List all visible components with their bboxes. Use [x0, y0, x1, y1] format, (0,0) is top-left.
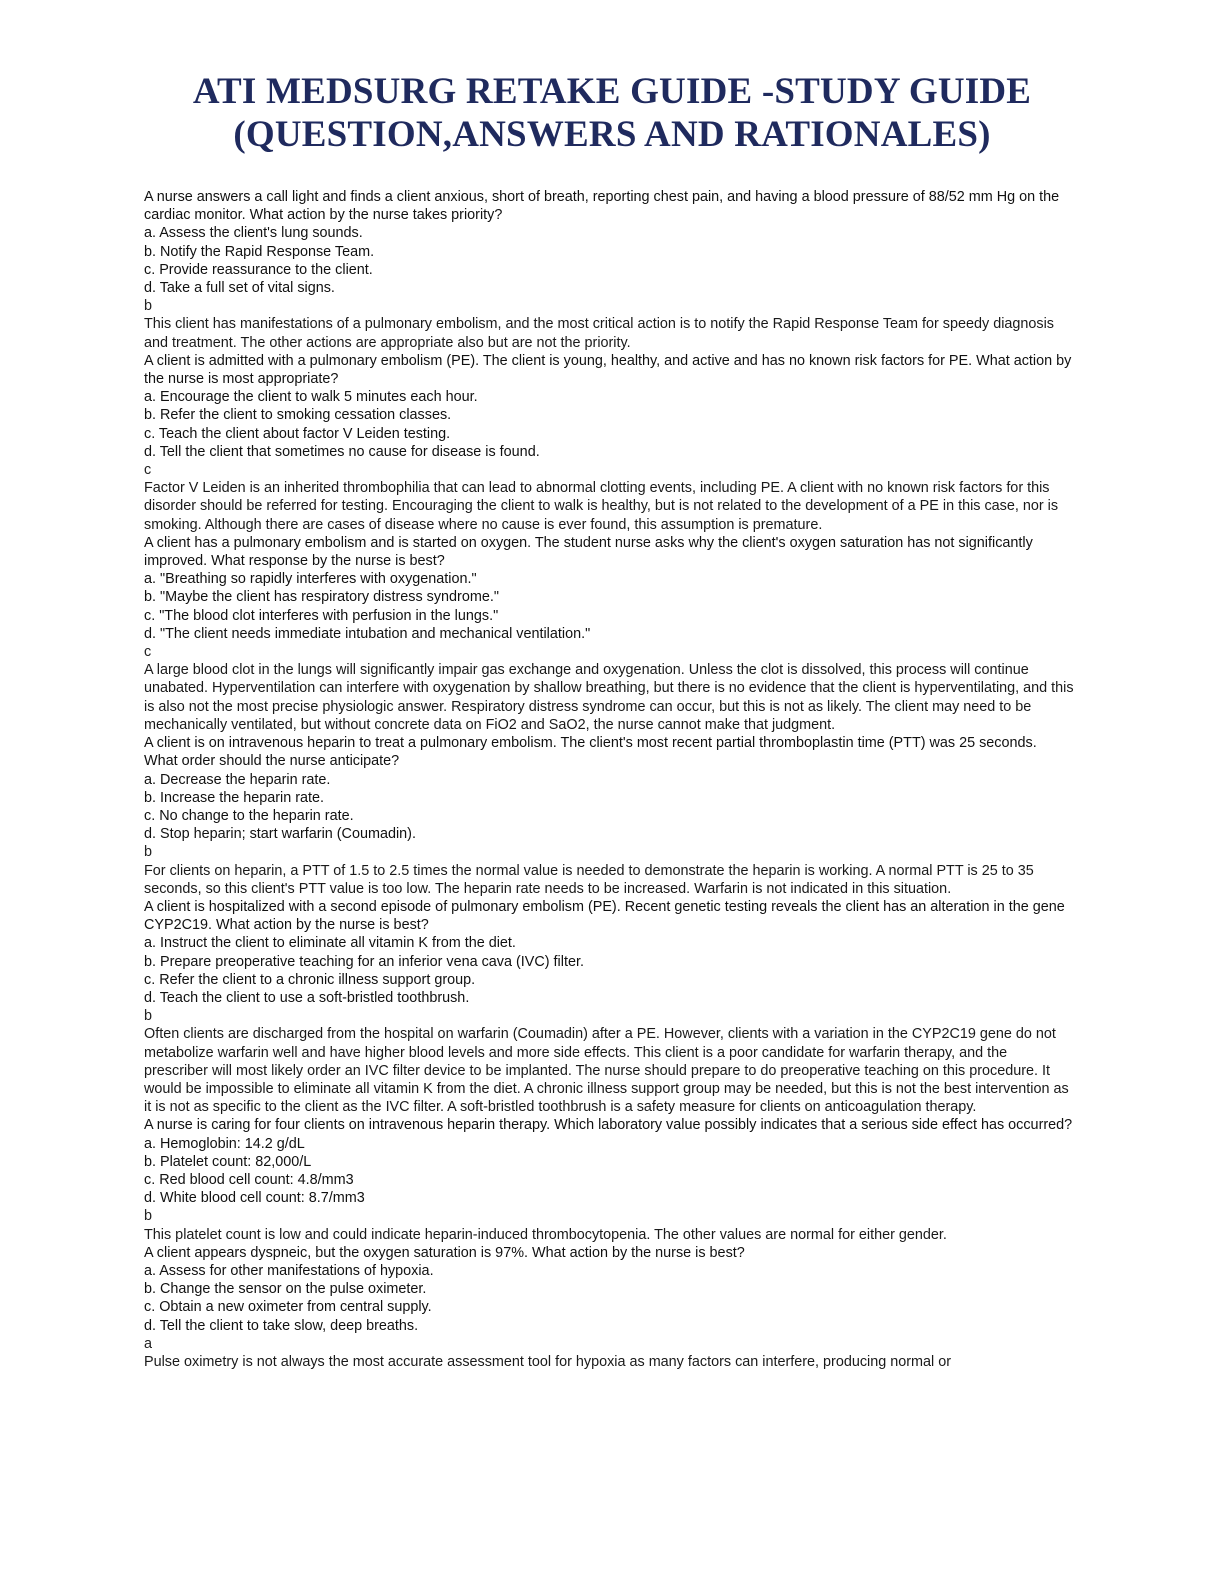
correct-answer: b — [144, 1008, 153, 1025]
answer-option: b. Prepare preoperative teaching for an inferior vena cava (IVC) filter. — [144, 953, 584, 970]
answer-option: b. Refer the client to smoking cessation classes. — [144, 407, 452, 424]
answer-option: c. No change to the heparin rate. — [144, 807, 354, 824]
answer-option: d. "The client needs immediate intubation and mechanical ventilation." — [144, 625, 591, 642]
answer-option: a. Encourage the client to walk 5 minutes each hour. — [144, 389, 478, 406]
question-block — [144, 534, 1074, 734]
question-text: A client appears dyspneic, but the oxygen saturation is 97%. What action by the nurse is best? — [144, 1244, 745, 1261]
question-text: A client is admitted with a pulmonary embolism (PE). The client is young, healthy, and active and has no known risk factors for PE. What action by the nurse is most appropriate? — [144, 352, 1072, 388]
question-block — [144, 188, 1074, 352]
question-block — [144, 898, 1074, 1116]
answer-option: b. Platelet count: 82,000/L — [144, 1153, 312, 1170]
answer-option: a. Instruct the client to eliminate all vitamin K from the diet. — [144, 935, 516, 952]
answer-option: c. Red blood cell count: 4.8/mm3 — [144, 1171, 354, 1188]
answer-option: d. White blood cell count: 8.7/mm3 — [144, 1190, 365, 1207]
correct-answer: a — [144, 1335, 153, 1352]
correct-answer: b — [144, 844, 153, 861]
correct-answer: c — [144, 462, 152, 479]
correct-answer: b — [144, 298, 153, 315]
rationale-text: For clients on heparin, a PTT of 1.5 to 2.5 times the normal value is needed to demonstrate the heparin is working. A normal PTT is 25 to 35 seconds, so this client's PTT value is too low. The heparin rate needs to be increased. Warfarin is not indicated in this situation. — [144, 862, 1034, 897]
question-list — [144, 188, 1074, 1371]
answer-option: c. "The blood clot interferes with perfusion in the lungs." — [144, 607, 499, 624]
question-text: A nurse is caring for four clients on intravenous heparin therapy. Which laboratory value possibly indicates that a serious side effect has occurred? — [144, 1117, 1073, 1134]
question-text: A nurse answers a call light and finds a client anxious, short of breath, reporting chest pain, and having a blood pressure of 88/52 mm Hg on the cardiac monitor. What action by the nurse takes priority? — [144, 189, 1060, 224]
answer-option: c. Refer the client to a chronic illness support group. — [144, 971, 476, 988]
answer-option: a. Assess for other manifestations of hypoxia. — [144, 1262, 434, 1279]
rationale-text: A large blood clot in the lungs will significantly impair gas exchange and oxygenation. Unless the clot is dissolved, this process will continue unabated. Hyperventilation can interfere with oxygenation by shallow breathing, but there is no evidence that the client is hyperventilating, and this is also not the most precise physiologic answer. Respiratory distress syndrome can occur, but this is not as likely. The client may need to be mechanically ventilated, but without concrete data on FiO2 and SaO2, the nurse cannot make that judgment. — [144, 662, 1074, 733]
answer-option: d. Teach the client to use a soft-bristled toothbrush. — [144, 989, 470, 1006]
rationale-text: Often clients are discharged from the hospital on warfarin (Coumadin) after a PE. However, clients with a variation in the CYP2C19 gene do not metabolize warfarin well and have higher blood levels and more side effects. This client is a poor candidate for warfarin therapy, and the prescriber will most likely order an IVC filter device to be implanted. The nurse should prepare to do preoperative teaching on this procedure. It would be impossible to eliminate all vitamin K from the diet. A chronic illness support group may be needed, but this is not the best intervention as it is not as specific to the client as the IVC filter. A soft-bristled toothbrush is a safety measure for clients on anticoagulation therapy. — [144, 1026, 1069, 1116]
answer-option: d. Tell the client to take slow, deep breaths. — [144, 1317, 419, 1334]
answer-option: c. Provide reassurance to the client. — [144, 261, 373, 278]
question-block — [144, 352, 1074, 534]
answer-option: d. Tell the client that sometimes no cause for disease is found. — [144, 443, 540, 460]
title-line-1: ATI MEDSURG RETAKE GUIDE -STUDY GUIDE — [192, 71, 1032, 112]
answer-option: b. Change the sensor on the pulse oximeter. — [144, 1281, 427, 1298]
answer-option: d. Take a full set of vital signs. — [144, 280, 335, 297]
question-block — [144, 734, 1074, 898]
correct-answer: b — [144, 1208, 153, 1225]
question-text: A client is on intravenous heparin to treat a pulmonary embolism. The client's most recent partial thromboplastin time (PTT) was 25 seconds. What order should the nurse anticipate? — [144, 735, 1037, 770]
question-text: A client is hospitalized with a second episode of pulmonary embolism (PE). Recent genetic testing reveals the client has an alteration in the gene CYP2C19. What action by the nurse is best? — [144, 898, 1065, 934]
answer-option: b. Increase the heparin rate. — [144, 789, 324, 806]
answer-option: a. Assess the client's lung sounds. — [144, 225, 363, 242]
answer-option: a. "Breathing so rapidly interferes with oxygenation." — [144, 571, 477, 588]
answer-option: b. Notify the Rapid Response Team. — [144, 243, 375, 260]
question-block — [144, 1244, 1074, 1371]
answer-option: b. "Maybe the client has respiratory distress syndrome." — [144, 589, 499, 606]
answer-option: c. Teach the client about factor V Leiden testing. — [144, 425, 451, 442]
document-title — [100, 70, 1124, 156]
question-text: A client has a pulmonary embolism and is started on oxygen. The student nurse asks why the client's oxygen saturation has not significantly improved. What response by the nurse is best? — [144, 534, 1033, 570]
title-line-2: (QUESTION,ANSWERS AND RATIONALES) — [233, 114, 991, 155]
question-block — [144, 1116, 1074, 1243]
answer-option: d. Stop heparin; start warfarin (Coumadin). — [144, 826, 416, 843]
answer-option: c. Obtain a new oximeter from central supply. — [144, 1299, 432, 1316]
answer-option: a. Hemoglobin: 14.2 g/dL — [144, 1135, 305, 1152]
answer-option: a. Decrease the heparin rate. — [144, 771, 331, 788]
rationale-text: Pulse oximetry is not always the most accurate assessment tool for hypoxia as many factors can interfere, producing normal or — [144, 1354, 952, 1370]
rationale-text: This client has manifestations of a pulmonary embolism, and the most critical action is to notify the Rapid Response Team for speedy diagnosis and treatment. The other actions are appropriate also but are not the priority. — [144, 316, 1054, 351]
correct-answer: c — [144, 644, 152, 661]
rationale-text: Factor V Leiden is an inherited thrombophilia that can lead to abnormal clotting events, including PE. A client with no known risk factors for this disorder should be referred for testing. Encouraging the client to walk is healthy, but is not related to the development of a PE in this case, nor is smoking. Although there are cases of disease where no cause is ever found, this assumption is premature. — [144, 480, 1059, 533]
rationale-text: This platelet count is low and could indicate heparin-induced thrombocytopenia. The other values are normal for either gender. — [144, 1226, 947, 1243]
